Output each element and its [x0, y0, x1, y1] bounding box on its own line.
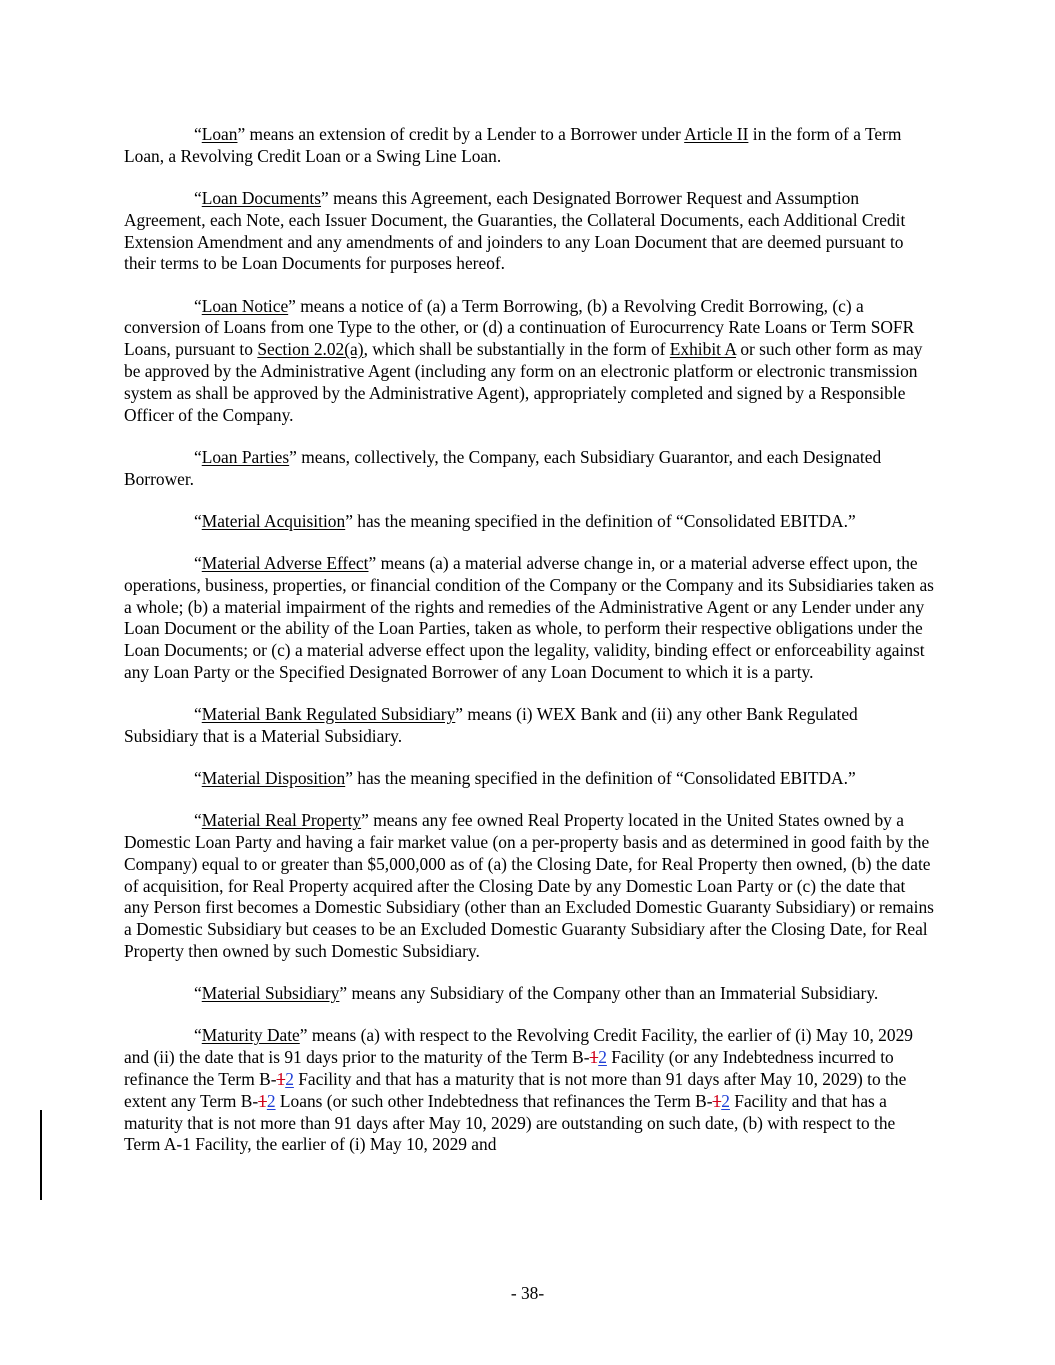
open-quote: “	[194, 768, 202, 789]
cross-reference: Article II	[684, 124, 749, 144]
definition-text: or such other form as may be approved by the Administrative Agent (including any form on an electronic platform or electronic transmission system as shall be approved by the Administrative Agent), appropriately completed and signed by a Responsible Officer of the Company.	[124, 339, 923, 425]
definition-loan	[124, 124, 934, 168]
defined-term: Loan Parties	[201, 446, 290, 467]
defined-term: Material Real Property	[201, 810, 362, 831]
defined-term: Material Subsidiary	[201, 983, 340, 1004]
definition-text: Facility and that has a maturity that is not more than 91 days after May 10, 2029) to the extent any Term B-	[124, 1069, 907, 1111]
inserted-text: 2	[598, 1047, 607, 1068]
definition-text: means this Agreement, each Designated Borrower Request and Assumption Agreement, each Note, each Issuer Document, the Guaranties, the Collateral Documents, each Additional Credit Extension Amendment and any amendments of and joinders to any Loan Document that are deemed pursuant to their terms to be Loan Documents for purposes hereof.	[124, 187, 906, 274]
deleted-text: 1	[712, 1090, 722, 1111]
defined-term: Maturity Date	[201, 1025, 300, 1046]
definition-material-acquisition	[124, 511, 934, 533]
close-quote: ”	[455, 704, 464, 725]
definition-text: has the meaning specified in the definition of “Consolidated EBITDA.”	[352, 768, 856, 789]
close-quote: ”	[288, 295, 296, 316]
definition-text: Facility and that has a maturity that is not more than 91 days after May 10, 2029) are outstanding on such date, (b) with respect to the Term A-1 Facility, the earlier of (i) May 10, 2029 and	[124, 1090, 896, 1155]
definition-loan-documents	[124, 188, 934, 275]
defined-term: Material Bank Regulated Subsidiary	[201, 704, 456, 725]
definition-text: in the form of a Term Loan, a Revolving Credit Loan or a Swing Line Loan.	[124, 124, 902, 166]
definition-text: means an extension of credit by a Lender to a Borrower under	[245, 124, 685, 144]
definition-text: means (i) WEX Bank and (ii) any other Bank Regulated Subsidiary that is a Material Subsidiary.	[124, 704, 858, 746]
definition-text: means a notice of (a) a Term Borrowing, (b) a Revolving Credit Borrowing, (c) a conversion of Loans from one Type to the other, or (d) a continuation of Eurocurrency Rate Loans or Term SOFR Loans, pursuant to	[124, 295, 915, 360]
deleted-text: 1	[258, 1090, 267, 1111]
close-quote: ”	[237, 124, 246, 144]
defined-term: Material Disposition	[201, 768, 346, 789]
definition-material-adverse-effect	[124, 553, 934, 684]
close-quote: ”	[368, 552, 377, 573]
open-quote: “	[194, 704, 202, 725]
defined-term: Loan	[201, 124, 238, 144]
open-quote: “	[194, 124, 202, 144]
defined-term: Material Acquisition	[201, 510, 346, 531]
close-quote: ”	[345, 510, 353, 531]
defined-term: Loan Documents	[201, 187, 322, 208]
close-quote: ”	[289, 446, 297, 467]
open-quote: “	[194, 295, 202, 316]
definition-loan-parties	[124, 447, 934, 491]
defined-term: Loan Notice	[201, 295, 289, 316]
open-quote: “	[194, 1025, 202, 1046]
open-quote: “	[194, 810, 202, 831]
close-quote: ”	[361, 810, 369, 831]
open-quote: “	[194, 510, 202, 531]
open-quote: “	[194, 446, 202, 467]
open-quote: “	[194, 187, 202, 208]
document-body	[124, 124, 934, 1177]
definition-text: means (a) a material adverse change in, or a material adverse effect upon, the operations, business, properties, or financial condition of the Company or the Company and its Subsidiaries taken as a whole; (b) a material impairment of the rights and remedies of the Administrative Agent or any Lender under any Loan Document or the ability of the Loan Parties, taken as whole, to perform their respective obligations under the Loan Documents; or (c) a material adverse effect upon the legality, validity, binding effect or enforceability against any Loan Party or the Specified Designated Borrower of any Loan Document to which it is a party.	[124, 552, 934, 682]
page-number: - 38-	[510, 1283, 545, 1303]
open-quote: “	[194, 983, 202, 1004]
definition-material-bank-regulated-subsidiary	[124, 704, 934, 748]
definition-text: Facility (or any Indebtedness incurred to refinance the Term B-	[124, 1047, 894, 1089]
definition-maturity-date	[124, 1025, 934, 1156]
close-quote: ”	[339, 983, 348, 1004]
definition-text: means any Subsidiary of the Company other than an Immaterial Subsidiary.	[347, 983, 879, 1004]
inserted-text: 2	[266, 1090, 276, 1111]
definition-text: means (a) with respect to the Revolving Credit Facility, the earlier of (i) May 10, 2029 and (ii) the date that is 91 days prior to the maturity of the Term B-	[124, 1025, 913, 1068]
revision-change-bar	[40, 1110, 42, 1200]
definition-material-real-property	[124, 810, 934, 963]
definition-material-disposition	[124, 768, 934, 790]
inserted-text: 2	[285, 1069, 294, 1089]
close-quote: ”	[299, 1025, 308, 1046]
definition-text: , which shall be substantially in the form of	[363, 339, 670, 360]
open-quote: “	[194, 552, 202, 573]
inserted-text: 2	[721, 1090, 730, 1111]
defined-term: Material Adverse Effect	[201, 552, 369, 573]
close-quote: ”	[321, 187, 329, 208]
deleted-text: 1	[589, 1047, 599, 1068]
close-quote: ”	[345, 768, 353, 789]
cross-reference: Exhibit A	[669, 339, 736, 360]
definition-text: means any fee owned Real Property located in the United States owned by a Domestic Loan Party and having a fair market value (on a per-property basis and as determined in good faith by the Company) equal to or greater than $5,000,000 as of (a) the Closing Date, for Real Property then owned, (b) the date of acquisition, for Real Property acquired after the Closing Date by any Domestic Loan Party or (c) the date that any Person first becomes a Domestic Subsidiary (other than an Excluded Domestic Guaranty Subsidiary) or remains a Domestic Subsidiary but ceases to be an Excluded Domestic Guaranty Subsidiary after the Closing Date, for Real Property then owned by such Domestic Subsidiary.	[124, 810, 934, 962]
definition-material-subsidiary	[124, 983, 934, 1005]
cross-reference: Section 2.02(a)	[257, 339, 364, 360]
definition-text: Loans (or such other Indebtedness that refinances the Term B-	[275, 1090, 713, 1111]
definition-text: has the meaning specified in the definition of “Consolidated EBITDA.”	[352, 510, 856, 531]
definition-loan-notice	[124, 296, 934, 427]
deleted-text: 1	[276, 1069, 286, 1089]
definition-text: means, collectively, the Company, each Subsidiary Guarantor, and each Designated Borrower.	[124, 446, 882, 489]
